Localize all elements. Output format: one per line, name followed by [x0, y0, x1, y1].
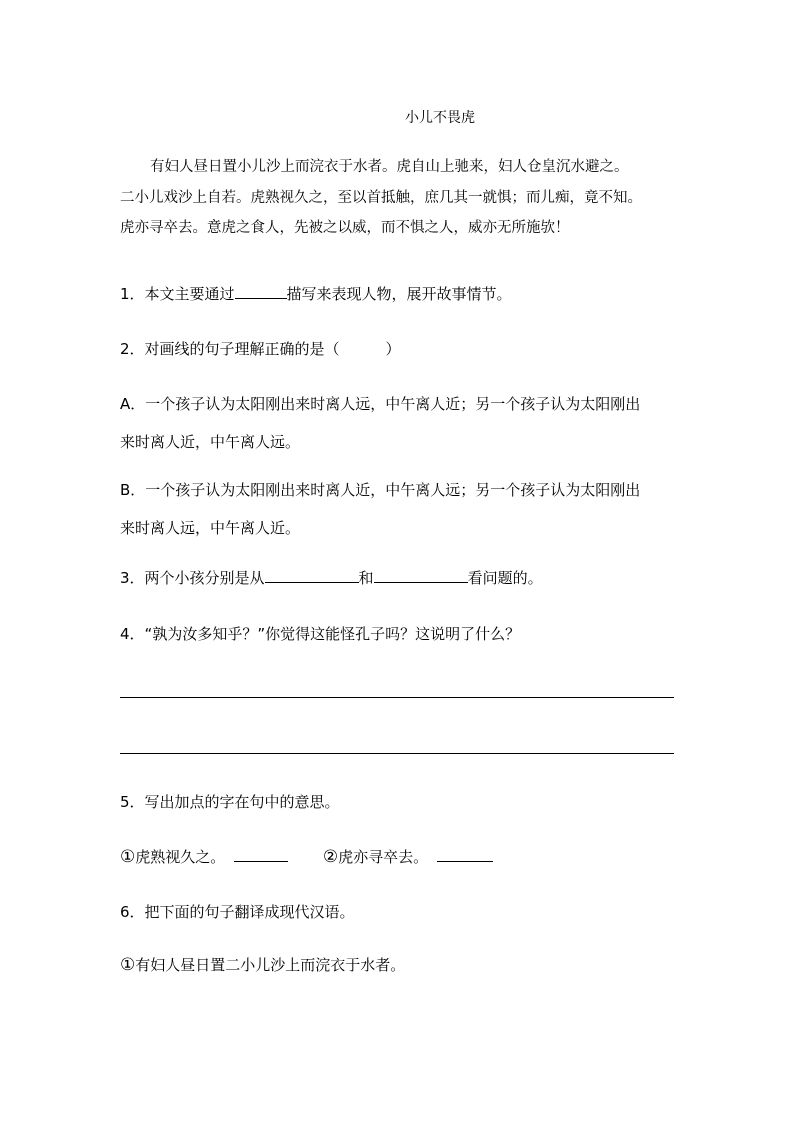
question-5: 5．写出加点的字在句中的意思。: [120, 793, 340, 811]
answer-line-1[interactable]: [120, 697, 674, 698]
answer-line-2[interactable]: [120, 753, 674, 754]
classical-passage: [120, 152, 680, 244]
option-a-line-2: 来时离人近，中午离人远。: [120, 433, 301, 451]
question-5-item-2-blank[interactable]: [437, 846, 493, 862]
option-b-line-2: 来时离人远，中午离人近。: [120, 519, 301, 537]
question-4: 4．“孰为汝多知乎？”你觉得这能怪孔子吗？这说明了什么？: [120, 625, 521, 643]
question-5-items: [120, 846, 680, 868]
passage-line-2: 二小儿戏沙上自若。虎熟视久之，至以首抵触，庶几其一就惧；而儿痴，竟不知。: [120, 189, 642, 206]
question-6-item-1-text: 有妇人昼日置二小儿沙上而浣衣于水者。: [135, 956, 406, 974]
question-5-item-1-blank[interactable]: [234, 846, 288, 862]
passage-line-3: 虎亦寻卒去。意虎之食人，先被之以威，而不惧之人，威亦无所施欤！: [120, 220, 570, 236]
question-3: [120, 567, 680, 589]
question-2: [120, 338, 680, 360]
page-title: 小儿不畏虎: [405, 110, 475, 126]
question-2-text-after: ）: [385, 340, 401, 358]
question-2-text-before: 2．对画线的句子理解正确的是（: [120, 340, 340, 358]
question-6-item-1: [120, 954, 680, 976]
question-3-blank-1[interactable]: [265, 567, 359, 583]
item-marker: ①: [120, 847, 136, 867]
question-3-text-before: 3．两个小孩分别是从: [120, 569, 265, 587]
question-1: [120, 283, 680, 305]
option-a-line-1: A．一个孩子认为太阳刚出来时离人远，中午离人近；另一个孩子认为太阳刚出: [120, 395, 641, 413]
passage-line-1: 有妇人昼日置小儿沙上而浣衣于水者。虎自山上驰来，妇人仓皇沉水避之。: [150, 159, 629, 175]
question-1-text-before: 1．本文主要通过: [120, 285, 235, 303]
item-marker: ①: [120, 955, 136, 975]
question-1-text-after: 描写来表现人物，展开故事情节。: [286, 285, 512, 303]
question-3-text-after: 看问题的。: [467, 569, 543, 587]
question-5-item-1-text: 虎熟视久之。: [135, 848, 226, 866]
question-6: 6．把下面的句子翻译成现代汉语。: [120, 903, 355, 921]
question-5-item-2-text: 虎亦寻卒去。: [338, 848, 429, 866]
question-3-blank-2[interactable]: [374, 567, 468, 583]
question-3-text-middle: 和: [358, 569, 374, 587]
item-marker: ②: [322, 847, 339, 867]
option-b-line-1: B．一个孩子认为太阳刚出来时离人近，中午离人远；另一个孩子认为太阳刚出: [120, 481, 641, 499]
question-1-blank[interactable]: [235, 283, 287, 299]
